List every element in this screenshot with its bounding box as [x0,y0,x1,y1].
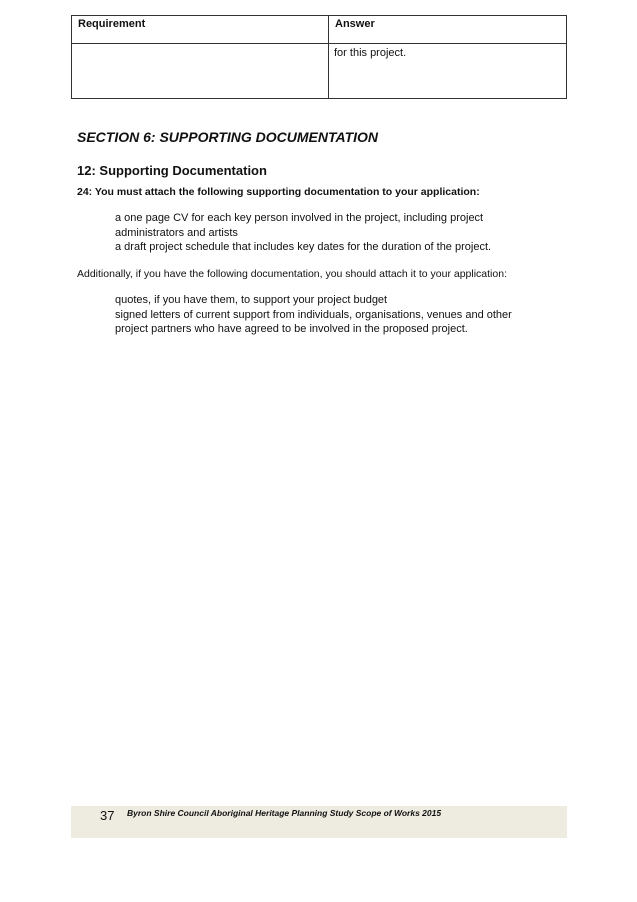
cell-requirement [72,44,329,99]
page-number: 37 [100,808,115,823]
list-item: quotes, if you have them, to support your project budget [115,294,388,306]
additional-text: Additionally, if you have the following documentation, you should attach it to your application: [77,268,507,280]
subsection-title: 12: Supporting Documentation [77,163,267,178]
footer-title: Byron Shire Council Aboriginal Heritage Planning Study Scope of Works 2015 [127,808,442,818]
requirements-table [71,15,567,99]
table-header-row [72,16,567,44]
list-item: signed letters of current support from individuals, organisations, venues and other project partners who have agreed to be involved in the proposed project. [115,308,512,335]
section-title: SECTION 6: SUPPORTING DOCUMENTATION [77,129,379,145]
optional-documents-list [115,293,545,337]
cell-answer: for this project. [329,44,567,99]
list-item: a one page CV for each key person involved in the project, including project administrators and artists [115,212,484,239]
page-footer [71,806,567,838]
header-answer: Answer [329,16,567,44]
required-documents-list [115,211,545,255]
instruction-text: 24: You must attach the following supporting documentation to your application: [77,186,480,198]
table-row [72,44,567,99]
list-item: a draft project schedule that includes key dates for the duration of the project. [115,241,492,253]
header-requirement: Requirement [72,16,329,44]
